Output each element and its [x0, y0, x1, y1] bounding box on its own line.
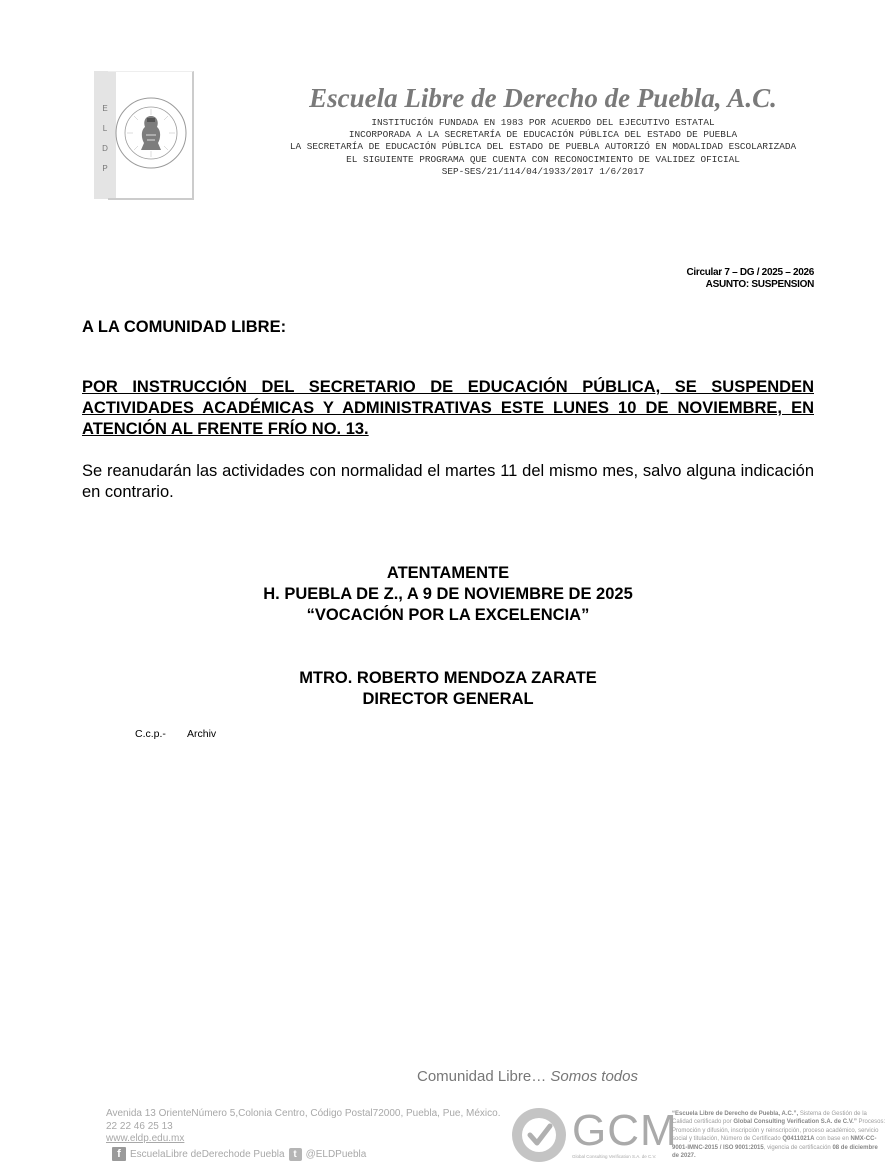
footer-address: Avenida 13 OrienteNúmero 5,Colonia Centro, Código Postal72000, Puebla, Pue, México.	[106, 1108, 501, 1119]
seal-icon	[114, 96, 188, 170]
circular-reference	[687, 267, 815, 291]
cert-bold: NMX-CC-9001-IMNC-2015 / ISO 9001:2015	[672, 1136, 877, 1151]
institution-info	[200, 117, 886, 178]
social-links	[112, 1147, 366, 1161]
cert-bold: Q0411021A	[782, 1136, 815, 1143]
gcm-wordmark: GCM	[572, 1106, 678, 1155]
institution-line: INCORPORADA A LA SECRETARÍA DE EDUCACIÓN PÚBLICA DEL ESTADO DE PUEBLA	[348, 129, 738, 141]
suspension-notice: POR INSTRUCCIÓN DEL SECRETARIO DE EDUCACIÓN PÚBLICA, SE SUSPENDEN ACTIVIDADES ACADÉMICAS Y ADMINISTRATIVAS ESTE LUNES 10 DE NOVIEMBRE, EN ATENCIÓN AL FRENTE FRÍO NO. 13.	[82, 378, 814, 438]
logo-letter: D	[102, 144, 108, 153]
subject-line: ASUNTO: SUSPENSION	[705, 279, 814, 290]
institution-line: EL SIGUIENTE PROGRAMA QUE CUENTA CON RECONOCIMIENTO DE VALIDEZ OFICIAL	[346, 153, 740, 165]
signer-name: MTRO. ROBERTO MENDOZA ZARATE	[299, 669, 597, 687]
cert-bold: “Escuela Libre de Derecho de Puebla, A.C.”,	[672, 1111, 799, 1117]
cert-text: con base en	[814, 1136, 851, 1143]
footer-address-block	[106, 1108, 501, 1146]
closing-block	[82, 563, 814, 626]
closing-attentively: ATENTAMENTE	[386, 564, 510, 582]
greeting: A LA COMUNIDAD LIBRE:	[82, 318, 287, 336]
logo-letter: E	[102, 104, 108, 113]
facebook-link[interactable]: EscuelaLibre deDerechode Puebla	[130, 1148, 285, 1160]
closing-place-date: H. PUEBLA DE Z., A 9 DE NOVIEMBRE DE 2025	[263, 585, 633, 603]
school-logo	[94, 71, 194, 199]
signature-block	[82, 668, 814, 710]
signer-title: DIRECTOR GENERAL	[362, 690, 534, 708]
footer-slogan	[417, 1068, 638, 1085]
website-link[interactable]: www.eldp.edu.mx	[106, 1133, 185, 1144]
cert-text: , vigencia de certificación	[763, 1144, 833, 1151]
cert-text: Sistema de Gestión de la Calidad certificado por	[672, 1111, 867, 1126]
footer-phone: 22 22 46 25 13	[106, 1120, 173, 1132]
twitter-link[interactable]: @ELDPuebla	[305, 1148, 367, 1160]
ccp-value: Archiv	[187, 728, 217, 740]
logo-letter: P	[102, 164, 108, 173]
institution-line: INSTITUCIÓN FUNDADA EN 1983 POR ACUERDO DEL EJECUTIVO ESTATAL	[371, 117, 715, 128]
institution-line: LA SECRETARÍA DE EDUCACIÓN PÚBLICA DEL ESTADO DE PUEBLA AUTORIZÓ EN MODALIDAD ESCOLARIZADA	[289, 141, 797, 153]
circular-number: Circular 7 – DG / 2025 – 2026	[686, 267, 814, 278]
cert-bold: 08 de diciembre de 2027.	[672, 1144, 878, 1160]
facebook-icon[interactable]: f	[112, 1147, 126, 1161]
resume-paragraph: Se reanudarán las actividades con normalidad el martes 11 del mismo mes, salvo alguna indicación en contrario.	[82, 462, 814, 501]
closing-motto: “VOCACIÓN POR LA EXCELENCIA”	[306, 606, 590, 624]
cert-bold: Global Consulting Verification S.A. de C.V.”	[733, 1119, 857, 1126]
gcm-subtitle: Global Consulting Verification S.A. de C.V.	[572, 1154, 657, 1159]
slogan-emphasis: Somos todos	[550, 1068, 638, 1085]
school-name: Escuela Libre de Derecho de Puebla, A.C.	[309, 83, 777, 113]
gcm-logo	[510, 1106, 678, 1164]
twitter-icon[interactable]: t	[289, 1148, 302, 1161]
institution-line: SEP-SES/21/114/04/1933/2017 1/6/2017	[441, 165, 645, 177]
certification-note	[672, 1110, 886, 1160]
cert-text: Procesos: Promoción y difusión, inscripción y reinscripción, proceso académico, servicio social y titulación, Número de Certificado	[672, 1119, 886, 1143]
gcm-check-icon	[510, 1106, 568, 1164]
slogan-main: Comunidad Libre…	[417, 1068, 547, 1085]
logo-letter: L	[102, 124, 108, 133]
ccp-label: C.c.p.-	[135, 728, 166, 740]
